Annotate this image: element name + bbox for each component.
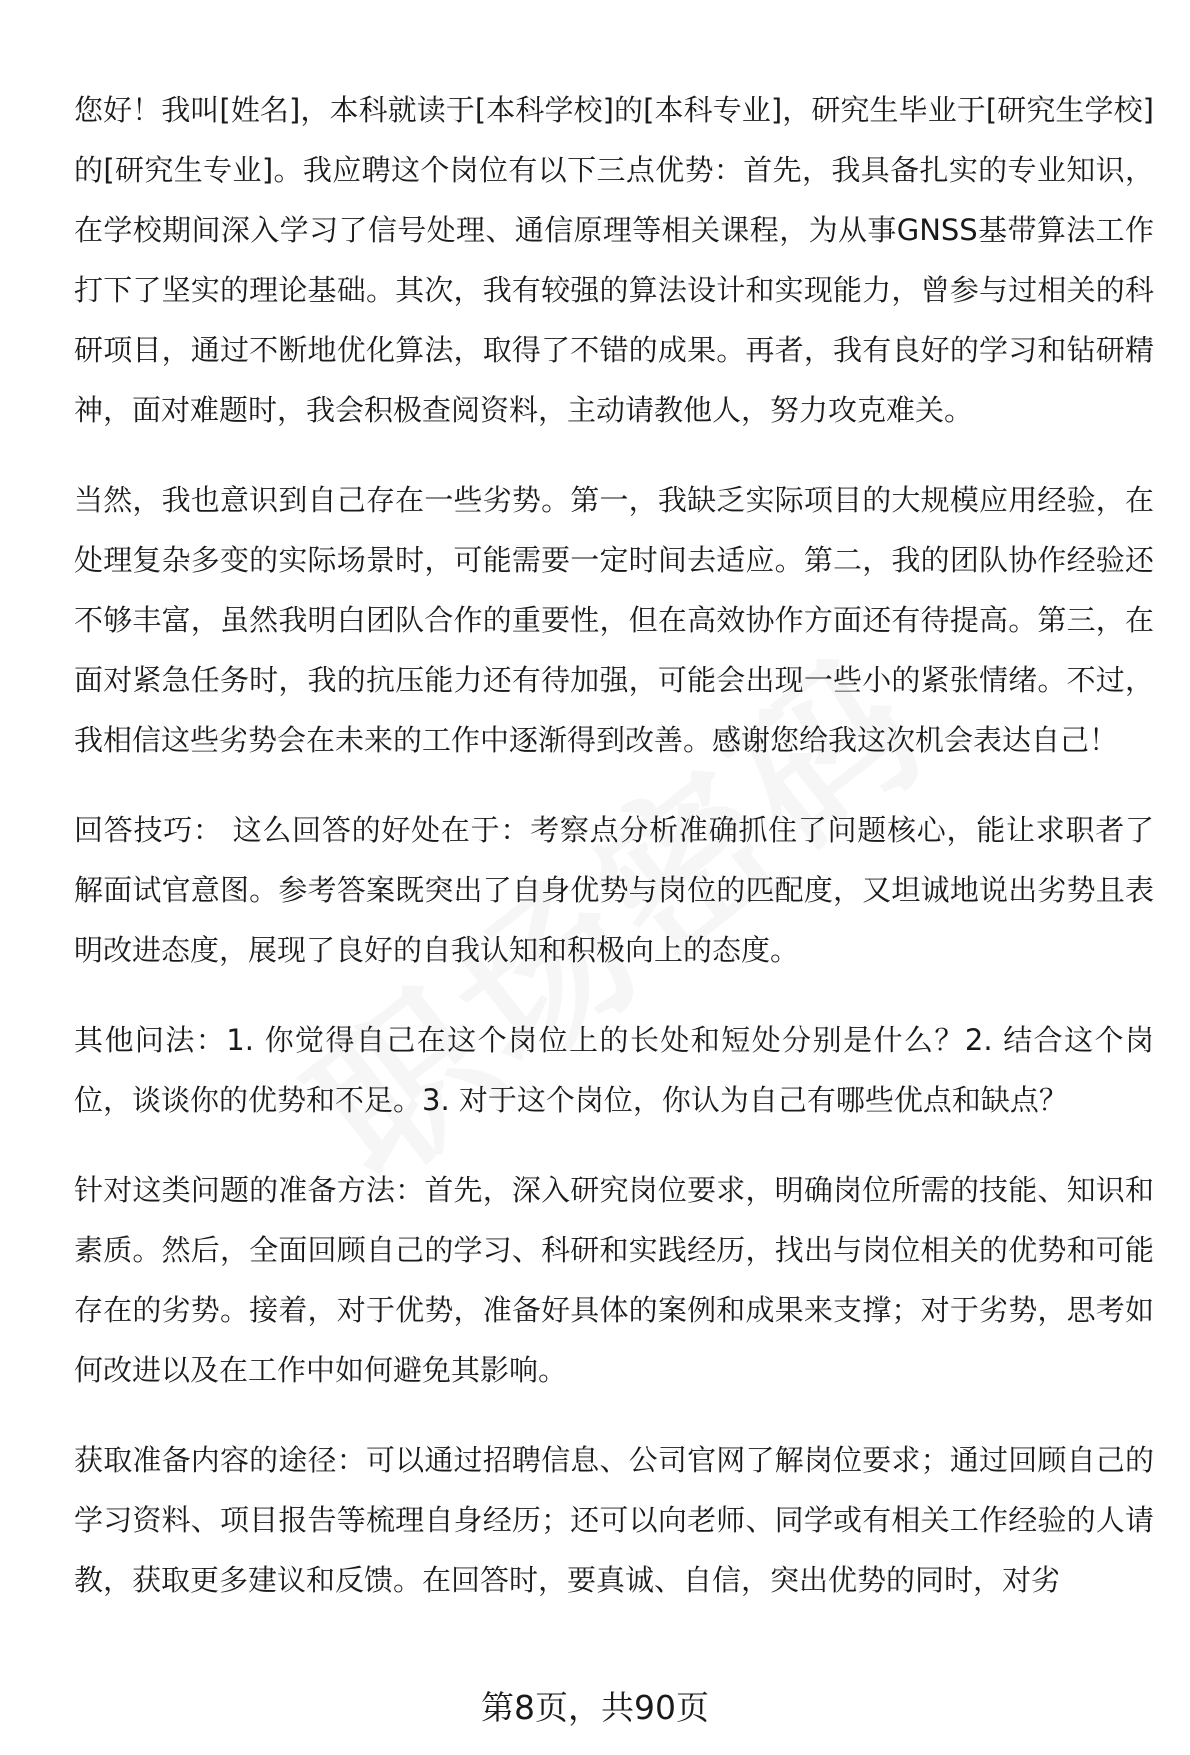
paragraph-answer-tips: 回答技巧： 这么回答的好处在于：考察点分析准确抓住了问题核心，能让求职者了解面试官意图。参考答案既突出了自身优势与岗位的匹配度，又坦诚地说出劣势且表明改进态度，展现了良好的自我认知和积极向上的态度。 (74, 813, 1154, 967)
page-number: 第8页，共90页 (481, 1688, 709, 1727)
document-body (74, 80, 1154, 1640)
paragraph-self-introduction: 您好！我叫[姓名]，本科就读于[本科学校]的[本科专业]，研究生毕业于[研究生学校]的[研究生专业]。我应聘这个岗位有以下三点优势：首先，我具备扎实的专业知识，在学校期间深入学习了信号处理、通信原理等相关课程，为从事GNSS基带算法工作打下了坚实的理论基础。其次，我有较强的算法设计和实现能力，曾参与过相关的科研项目，通过不断地优化算法，取得了不错的成果。再者，我有良好的学习和钻研精神，面对难题时，我会积极查阅资料，主动请教他人，努力攻克难关。 (74, 93, 1154, 427)
paragraph-preparation-sources: 获取准备内容的途径：可以通过招聘信息、公司官网了解岗位要求；通过回顾自己的学习资料、项目报告等梳理自身经历；还可以向老师、同学或有相关工作经验的人请教，获取更多建议和反馈。在回答时，要真诚、自信，突出优势的同时，对劣 (74, 1443, 1154, 1597)
paragraph-preparation-method: 针对这类问题的准备方法：首先，深入研究岗位要求，明确岗位所需的技能、知识和素质。然后，全面回顾自己的学习、科研和实践经历，找出与岗位相关的优势和可能存在的劣势。接着，对于优势，准备好具体的案例和成果来支撑；对于劣势，思考如何改进以及在工作中如何避免其影响。 (74, 1173, 1154, 1387)
paragraph-other-questions: 其他问法：1. 你觉得自己在这个岗位上的长处和短处分别是什么？2. 结合这个岗位，谈谈你的优势和不足。3. 对于这个岗位，你认为自己有哪些优点和缺点？ (74, 1023, 1154, 1117)
paragraph-weaknesses: 当然，我也意识到自己存在一些劣势。第一，我缺乏实际项目的大规模应用经验，在处理复杂多变的实际场景时，可能需要一定时间去适应。第二，我的团队协作经验还不够丰富，虽然我明白团队合作的重要性，但在高效协作方面还有待提高。第三，在面对紧急任务时，我的抗压能力还有待加强，可能会出现一些小的紧张情绪。不过，我相信这些劣势会在未来的工作中逐渐得到改善。感谢您给我这次机会表达自己！ (74, 483, 1154, 757)
